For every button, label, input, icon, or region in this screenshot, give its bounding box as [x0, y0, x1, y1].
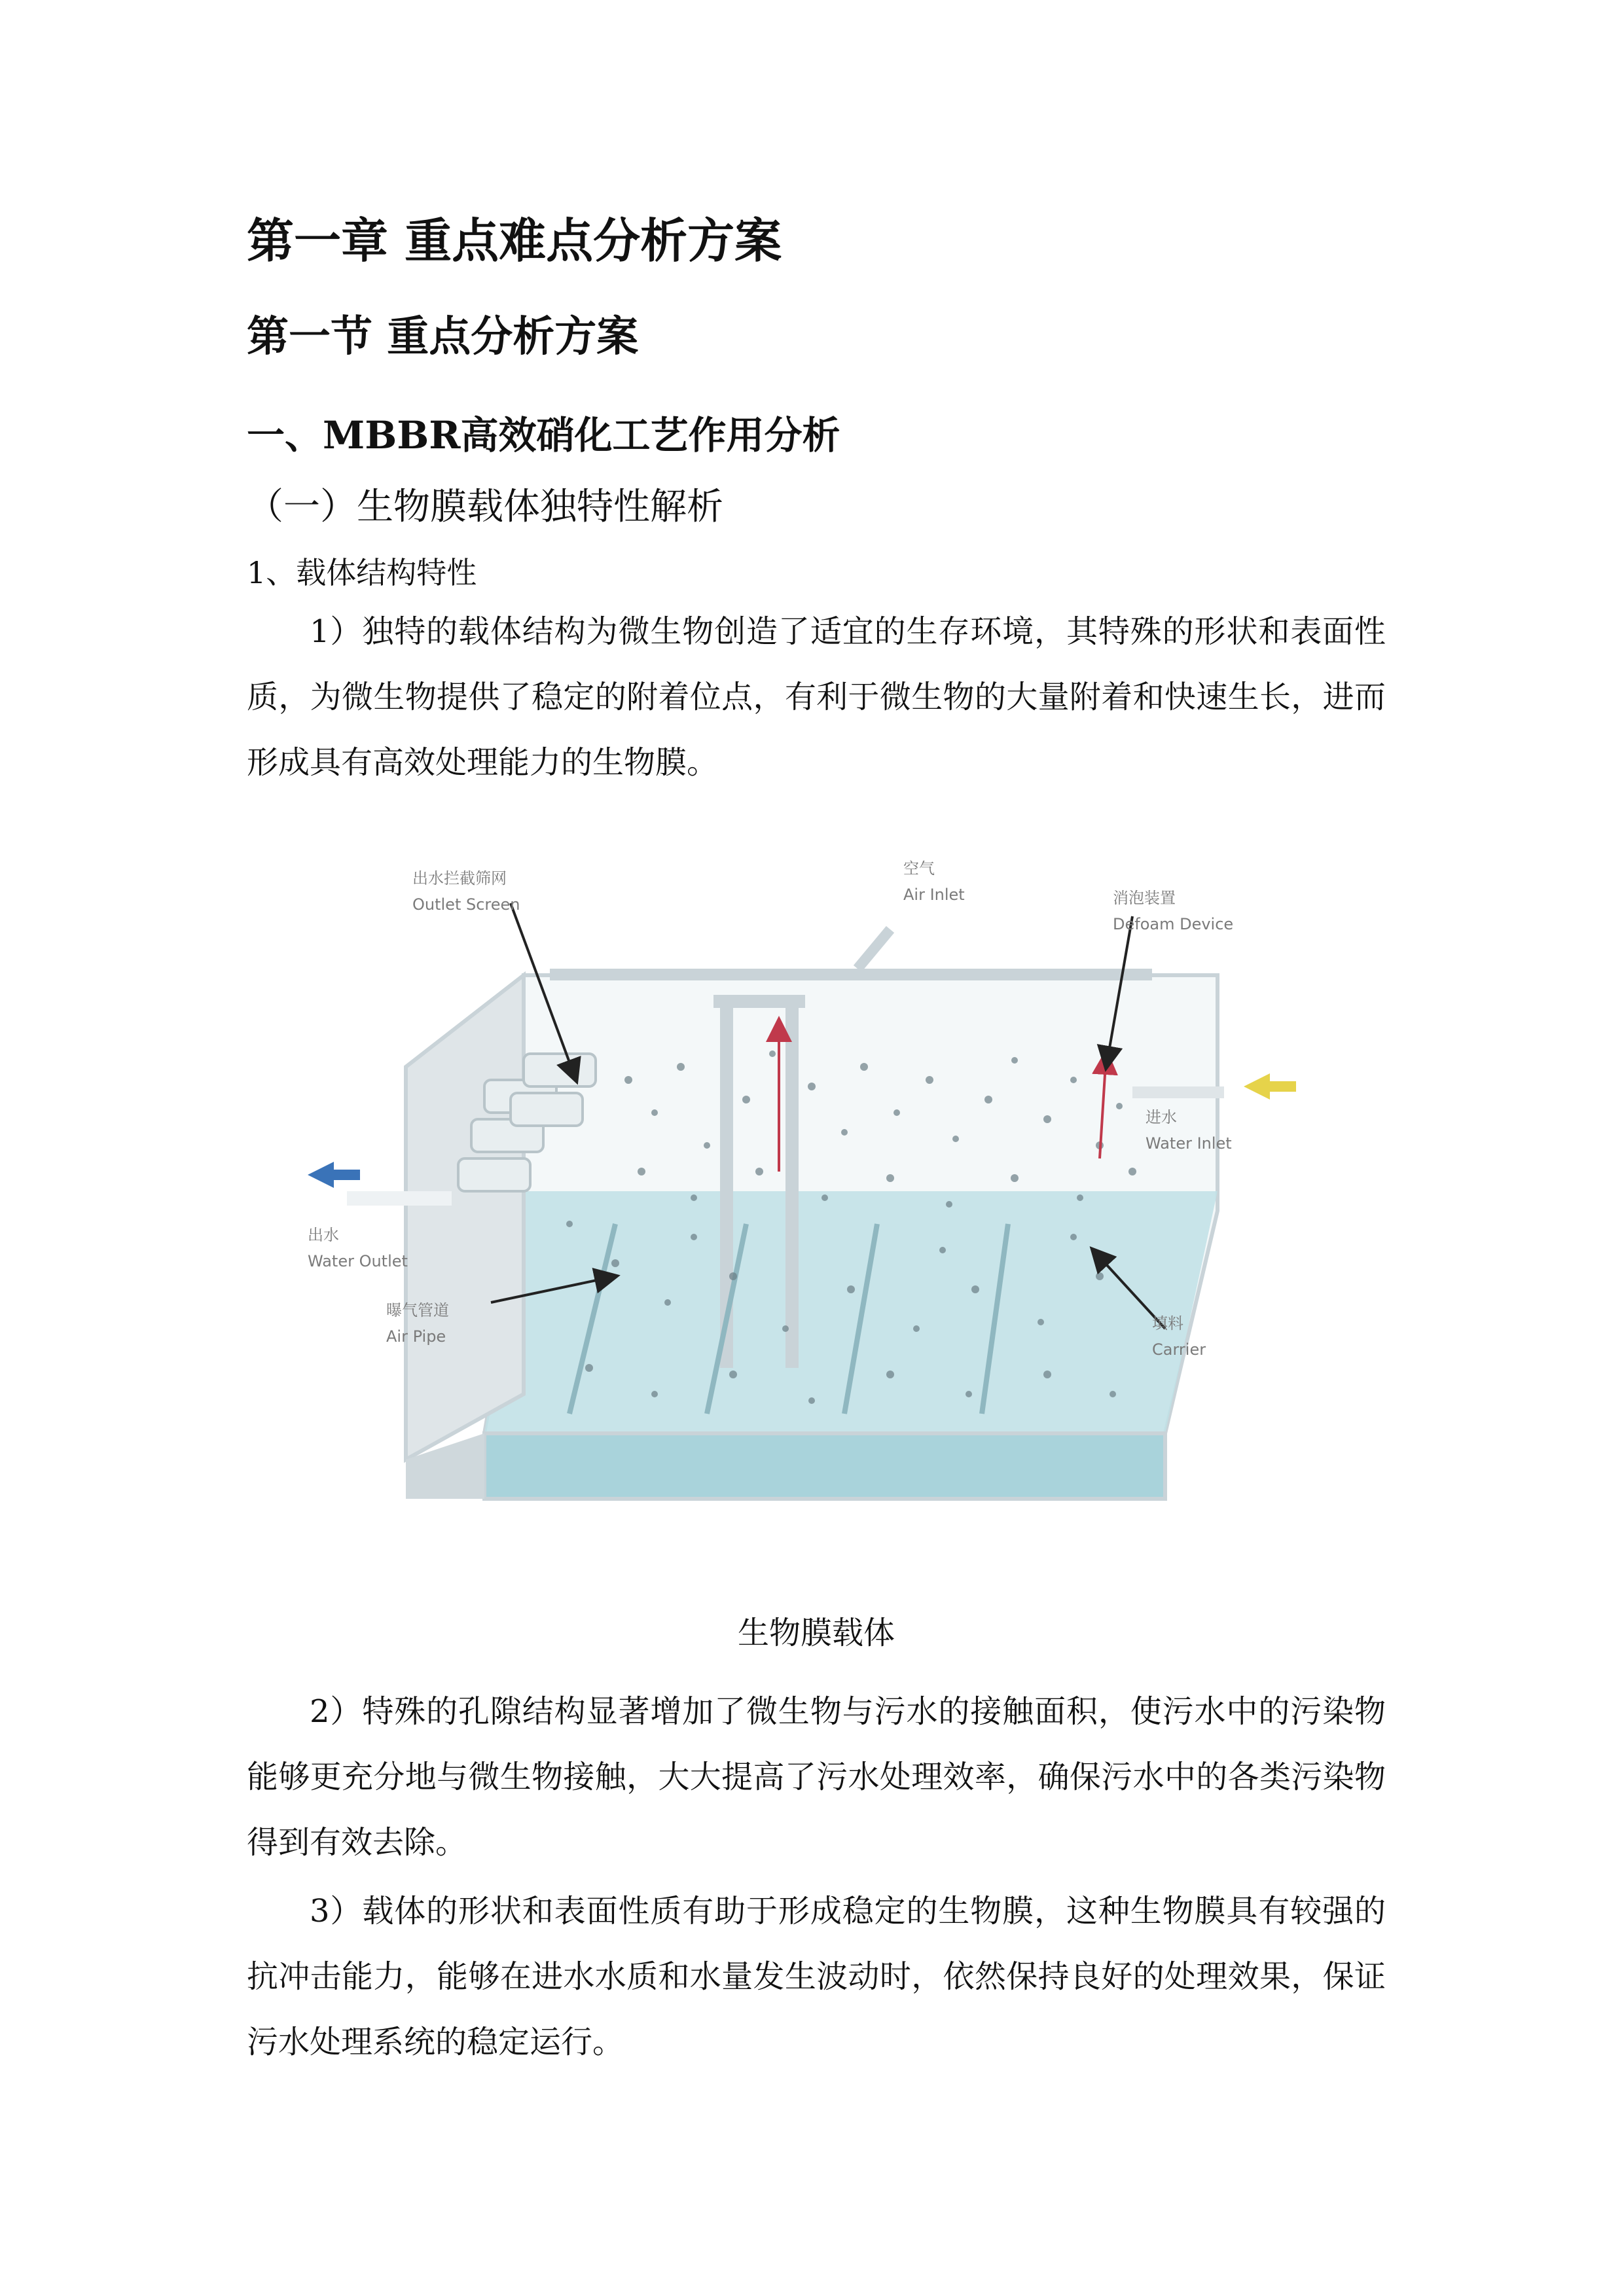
carrier-label-cn: 填料: [1152, 1314, 1183, 1333]
carrier-label-en: Carrier: [1152, 1340, 1206, 1359]
air-pipe-label-en: Air Pipe: [386, 1327, 446, 1346]
outlet-screen-label-en: Outlet Screen: [412, 895, 520, 914]
section-title: 第一节 重点分析方案: [247, 312, 639, 361]
water-outlet-arrow: [308, 1162, 360, 1188]
water-outlet-label-en: Water Outlet: [308, 1252, 408, 1270]
subsection-title: 一、MBBR高效硝化工艺作用分析: [247, 413, 840, 457]
paragraph-2: 2）特殊的孔隙结构显著增加了微生物与污水的接触面积，使污水中的污染物能够更充分地与微生物接触，大大提高了污水处理效率，确保污水中的各类污染物得到有效去除。: [247, 1693, 1386, 1861]
outlet-pipe: [347, 1191, 452, 1206]
air-inlet-label-cn: 空气: [903, 859, 935, 878]
frame-top: [713, 995, 805, 1008]
frame-post-right: [785, 1001, 799, 1368]
inlet-pipe: [1132, 1086, 1224, 1098]
water-inlet-arrow: [1244, 1073, 1296, 1100]
water-inlet-label-cn: 进水: [1146, 1108, 1177, 1126]
air-pipe-label-cn: 曝气管道: [386, 1301, 449, 1319]
water-outlet-label-cn: 出水: [308, 1226, 339, 1244]
outlet-screen-label-cn: 出水拦截筛网: [412, 869, 507, 888]
figure-caption: 生物膜载体: [737, 1615, 895, 1651]
paragraph-1: 1）独特的载体结构为微生物创造了适宜的生存环境，其特殊的形状和表面性质，为微生物提供了稳定的附着位点，有利于微生物的大量附着和快速生长，进而形成具有高效处理能力的生物膜。: [247, 613, 1386, 781]
item-title: 1、载体结构特性: [247, 555, 477, 590]
subsubsection-title: （一）生物膜载体独特性解析: [247, 486, 723, 528]
reactor-diagram: [288, 805, 1348, 1600]
air-inlet-label-en: Air Inlet: [903, 886, 965, 904]
water-front: [484, 1433, 1165, 1499]
mbbr-reactor-figure: [288, 805, 1348, 1600]
defoam-label-en: Defoam Device: [1113, 915, 1234, 933]
chapter-title: 第一章 重点难点分析方案: [247, 213, 782, 268]
paragraph-3: 3）载体的形状和表面性质有助于形成稳定的生物膜，这种生物膜具有较强的抗冲击能力，能够在进水水质和水量发生波动时，依然保持良好的处理效果，保证污水处理系统的稳定运行。: [247, 1893, 1386, 2060]
outlet-chamber: [406, 975, 524, 1460]
air-inlet-pipe: [857, 929, 890, 969]
defoam-label-cn: 消泡装置: [1113, 889, 1176, 907]
air-pipe-top: [550, 969, 1152, 980]
water-inlet-label-en: Water Inlet: [1146, 1134, 1232, 1153]
